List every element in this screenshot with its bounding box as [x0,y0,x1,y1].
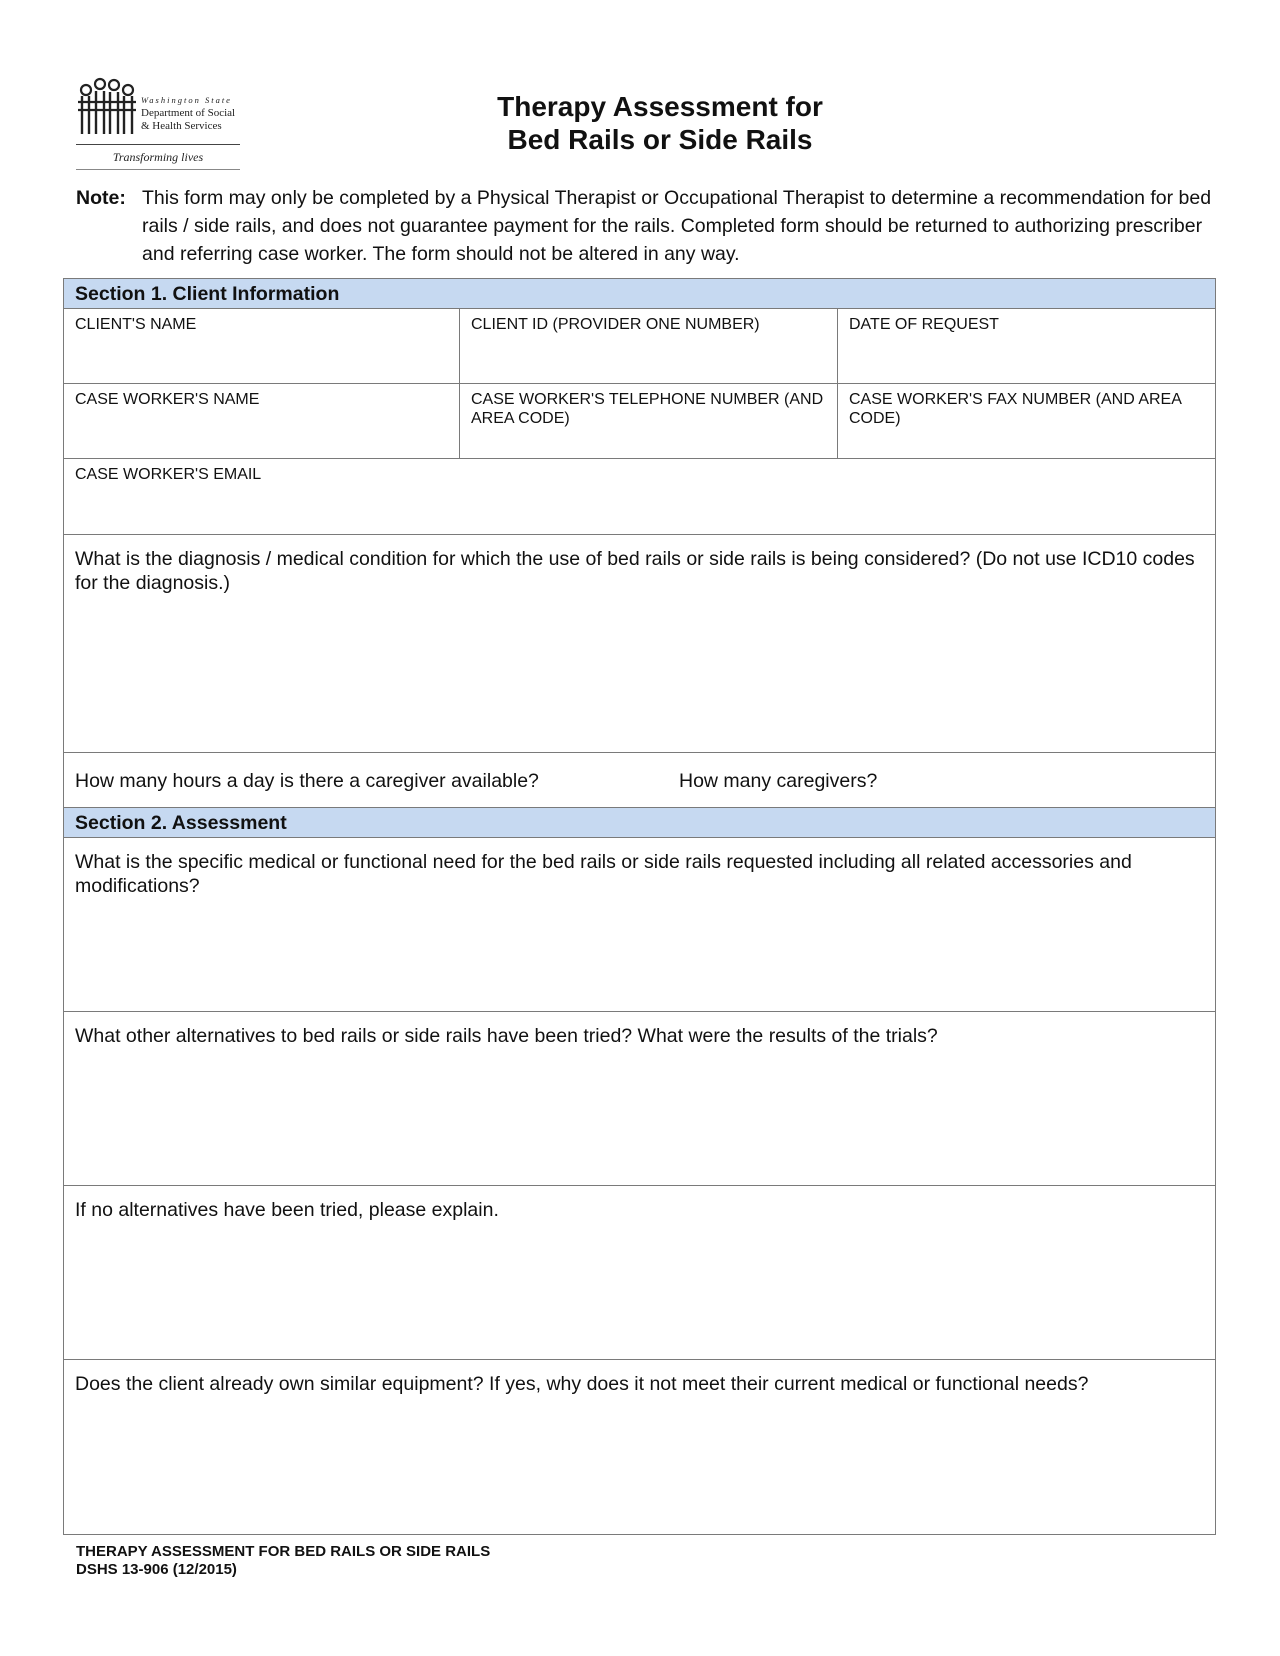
alternatives-question-field[interactable]: What other alternatives to bed rails or side rails have been tried? What were the results of the trials? [75,1025,938,1047]
page-footer [76,1543,490,1579]
footer-form-title: THERAPY ASSESSMENT FOR BED RAILS OR SIDE RAILS [76,1543,491,1560]
explain-question-field[interactable]: If no alternatives have been tried, please explain. [75,1199,499,1221]
client-id-field[interactable]: CLIENT ID (PROVIDER ONE NUMBER) [459,309,837,383]
logo-tagline: Transforming lives [112,150,204,164]
note-block [76,184,1216,268]
section2-header: Section 2. Assessment [64,808,1215,838]
date-of-request-field[interactable]: DATE OF REQUEST [837,309,1215,383]
logo-dept-line1: Department of Social [141,107,236,119]
medical-need-question-field[interactable]: What is the specific medical or functional need for the bed rails or side rails requested including all related accessories and modifications? [75,851,1132,897]
case-worker-name-field[interactable]: CASE WORKER'S NAME [75,391,260,408]
logo-divider-bottom [76,169,240,170]
dshs-logo [76,76,240,172]
form-row [64,384,1215,459]
logo-divider [76,144,240,145]
footer-form-number: DSHS 13-906 (12/2015) [76,1561,237,1578]
equipment-question-field[interactable]: Does the client already own similar equipment? If yes, why does it not meet their current medical or functional needs? [75,1373,1089,1395]
form-row [64,459,1215,535]
form-row [64,753,1215,808]
note-label: Note: [76,187,126,209]
form-row [64,1360,1215,1534]
assessment-form [63,278,1216,1535]
diagnosis-question-field[interactable]: What is the diagnosis / medical condition for which the use of bed rails or side rails is being considered? (Do not use ICD10 codes for the diagnosis.) [75,548,1195,594]
section1-header: Section 1. Client Information [64,279,1215,309]
form-row [64,309,1215,384]
caregivers-question: How many caregivers? [679,770,878,792]
client-name-field[interactable]: CLIENT'S NAME [75,316,197,333]
hours-question: How many hours a day is there a caregiver available? [75,770,539,792]
title-line2: Bed Rails or Side Rails [507,124,813,155]
logo-dept-line2: & Health Services [141,120,222,132]
form-row [64,535,1215,753]
case-worker-email-field[interactable]: CASE WORKER'S EMAIL [75,466,262,483]
title-line1: Therapy Assessment for [497,91,823,122]
form-row [64,1012,1215,1186]
case-worker-phone-field[interactable]: CASE WORKER'S TELEPHONE NUMBER (AND AREA CODE) [459,384,837,458]
case-worker-fax-field[interactable]: CASE WORKER'S FAX NUMBER (AND AREA CODE) [837,384,1215,458]
logo-state: Washington State [141,95,232,105]
form-row [64,838,1215,1012]
family-figures-icon [76,76,138,136]
note-text: This form may only be completed by a Physical Therapist or Occupational Therapist to determine a recommendation for bed rails / side rails, and does not guarantee payment for the rails. Completed form should be returned to authorizing prescriber and referring case worker. The form should not be altered in any way. [142,187,1212,265]
caregiver-availability-field[interactable] [64,753,1215,807]
form-row [64,1186,1215,1360]
page-title [380,90,940,156]
